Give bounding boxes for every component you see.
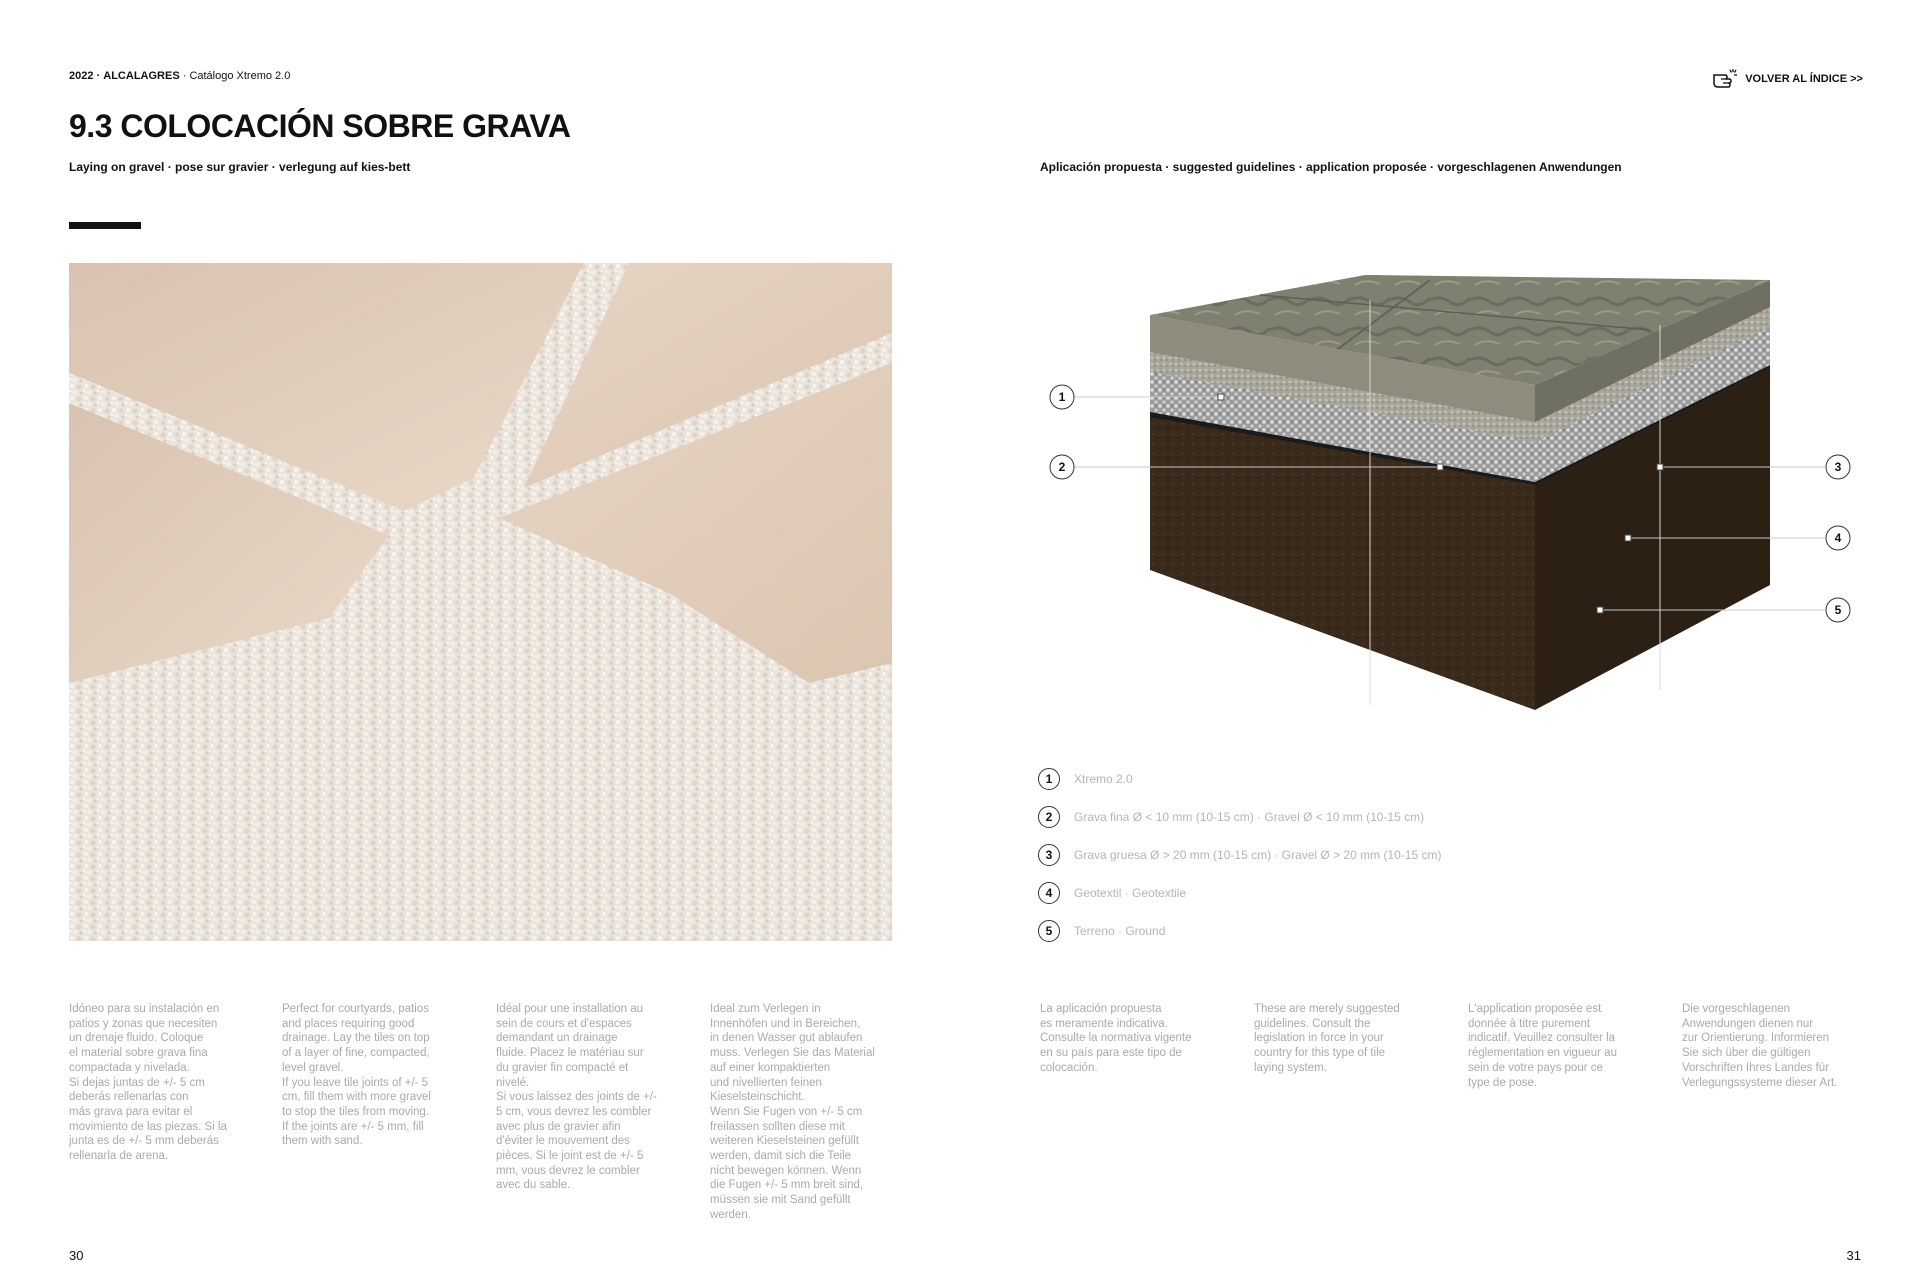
page-number-left: 30 <box>69 1248 84 1263</box>
legend-item <box>1038 880 1738 906</box>
callout-1 <box>1050 385 1074 409</box>
text-column-es: Idóneo para su instalación en patios y zonas que necesiten un drenaje fluido. Coloque el material sobre grava fina compactada y nivelada. Si dejas juntas de +/- 5 cm deberás rellenarlas con más grava para evitar el movimiento de las piezas. Si la junta es de +/- 5 mm deberás rellenarla de arena. <box>69 1003 227 1163</box>
back-to-index-link[interactable] <box>1711 66 1863 91</box>
legend-number: 5 <box>1038 920 1060 942</box>
legend-text: Grava gruesa Ø > 20 mm (10-15 cm) · Gravel Ø > 20 mm (10-15 cm) <box>1074 848 1442 862</box>
svg-text:2: 2 <box>1058 460 1066 474</box>
header-catalog: · Catálogo Xtremo 2.0 <box>182 70 291 82</box>
layer-diagram <box>1030 260 1880 740</box>
text-column-fr: Idéal pour une installation au sein de cours et d'espaces demandant un drainage fluide. Placez le matériau sur du gravier fin compacté et nivelé. Si vous laissez des joints de +/- 5 cm, vous devrez les combler avec plus de gravier afin d'éviter le mouvement des pièces. Si le joint est de +/- 5 mm, vous devrez le combler avec du sable. <box>496 1003 657 1192</box>
legend-number: 4 <box>1038 882 1060 904</box>
page-title: 9.3 COLOCACIÓN SOBRE GRAVA <box>69 108 571 144</box>
legend-item <box>1038 804 1738 830</box>
guideline-column-fr: L'application proposée est donnée à titre purement indicatif. Veuillez consulter la réglementation en vigueur au sein de votre pays pour ce type de pose. <box>1468 1003 1617 1089</box>
legend-item <box>1038 842 1738 868</box>
legend-number: 2 <box>1038 806 1060 828</box>
accent-bar <box>69 222 141 229</box>
subtitle-guidelines: Aplicación propuesta · suggested guidelines · application proposée · vorgeschlagenen Anwendungen <box>1040 160 1622 174</box>
text-column-en: Perfect for courtyards, patios and places requiring good drainage. Lay the tiles on top of a layer of fine, compacted, level gravel. If you leave tile joints of +/- 5 cm, fill them with more gravel to stop the tiles from moving. If the joints are +/- 5 mm, fill them with sand. <box>282 1003 431 1148</box>
svg-text:5: 5 <box>1834 603 1842 617</box>
page-number-right: 31 <box>1846 1248 1861 1263</box>
legend-text: Geotextil · Geotextile <box>1074 886 1187 900</box>
catalog-header <box>69 70 290 82</box>
header-year: 2022 · <box>69 70 101 82</box>
callout-3 <box>1826 455 1850 479</box>
callout-5 <box>1826 598 1850 622</box>
svg-text:3: 3 <box>1834 460 1842 474</box>
header-brand: ALCALAGRES <box>103 70 180 82</box>
gravel-laying-photo <box>69 263 892 941</box>
guideline-column-en: These are merely suggested guidelines. Consult the legislation in force in your country for this type of tile laying system. <box>1254 1003 1400 1074</box>
legend-number: 3 <box>1038 844 1060 866</box>
legend-number: 1 <box>1038 768 1060 790</box>
callout-4 <box>1826 526 1850 550</box>
legend-text: Grava fina Ø < 10 mm (10-15 cm) · Gravel Ø < 10 mm (10-15 cm) <box>1074 810 1425 824</box>
layer-legend <box>1038 766 1738 956</box>
text-column-de: Ideal zum Verlegen in Innenhöfen und in Bereichen, in denen Wasser gut ablaufen muss. Verlegen Sie das Material auf einer kompaktierten und nivellierten feinen Kieselsteinschicht. Wenn Sie Fugen von +/- 5 cm freilassen sollten diese mit weiteren Kieselsteinen gefüllt werden, damit sich die Teile nicht bewegen können. Wenn die Fugen +/- 5 mm breit sind, müssen sie mit Sand gefüllt werden. <box>710 1003 875 1221</box>
hand-pointer-icon <box>1711 66 1739 91</box>
subtitle-languages: Laying on gravel · pose sur gravier · verlegung auf kies-bett <box>69 160 411 174</box>
legend-item <box>1038 918 1738 944</box>
legend-text: Xtremo 2.0 <box>1074 772 1133 786</box>
back-link-label: VOLVER AL ÍNDICE >> <box>1745 72 1863 85</box>
svg-text:1: 1 <box>1058 390 1066 404</box>
guideline-column-es: La aplicación propuesta es meramente indicativa. Consulte la normativa vigente en su país para este tipo de colocación. <box>1040 1003 1192 1074</box>
legend-text: Terreno · Ground <box>1074 924 1166 938</box>
callout-2 <box>1050 455 1074 479</box>
guideline-column-de: Die vorgeschlagenen Anwendungen dienen nur zur Orientierung. Informieren Sie sich über die gültigen Vorschriften Ihres Landes für Verlegungssysteme dieser Art. <box>1682 1003 1838 1089</box>
legend-item <box>1038 766 1738 792</box>
svg-text:4: 4 <box>1834 531 1842 545</box>
